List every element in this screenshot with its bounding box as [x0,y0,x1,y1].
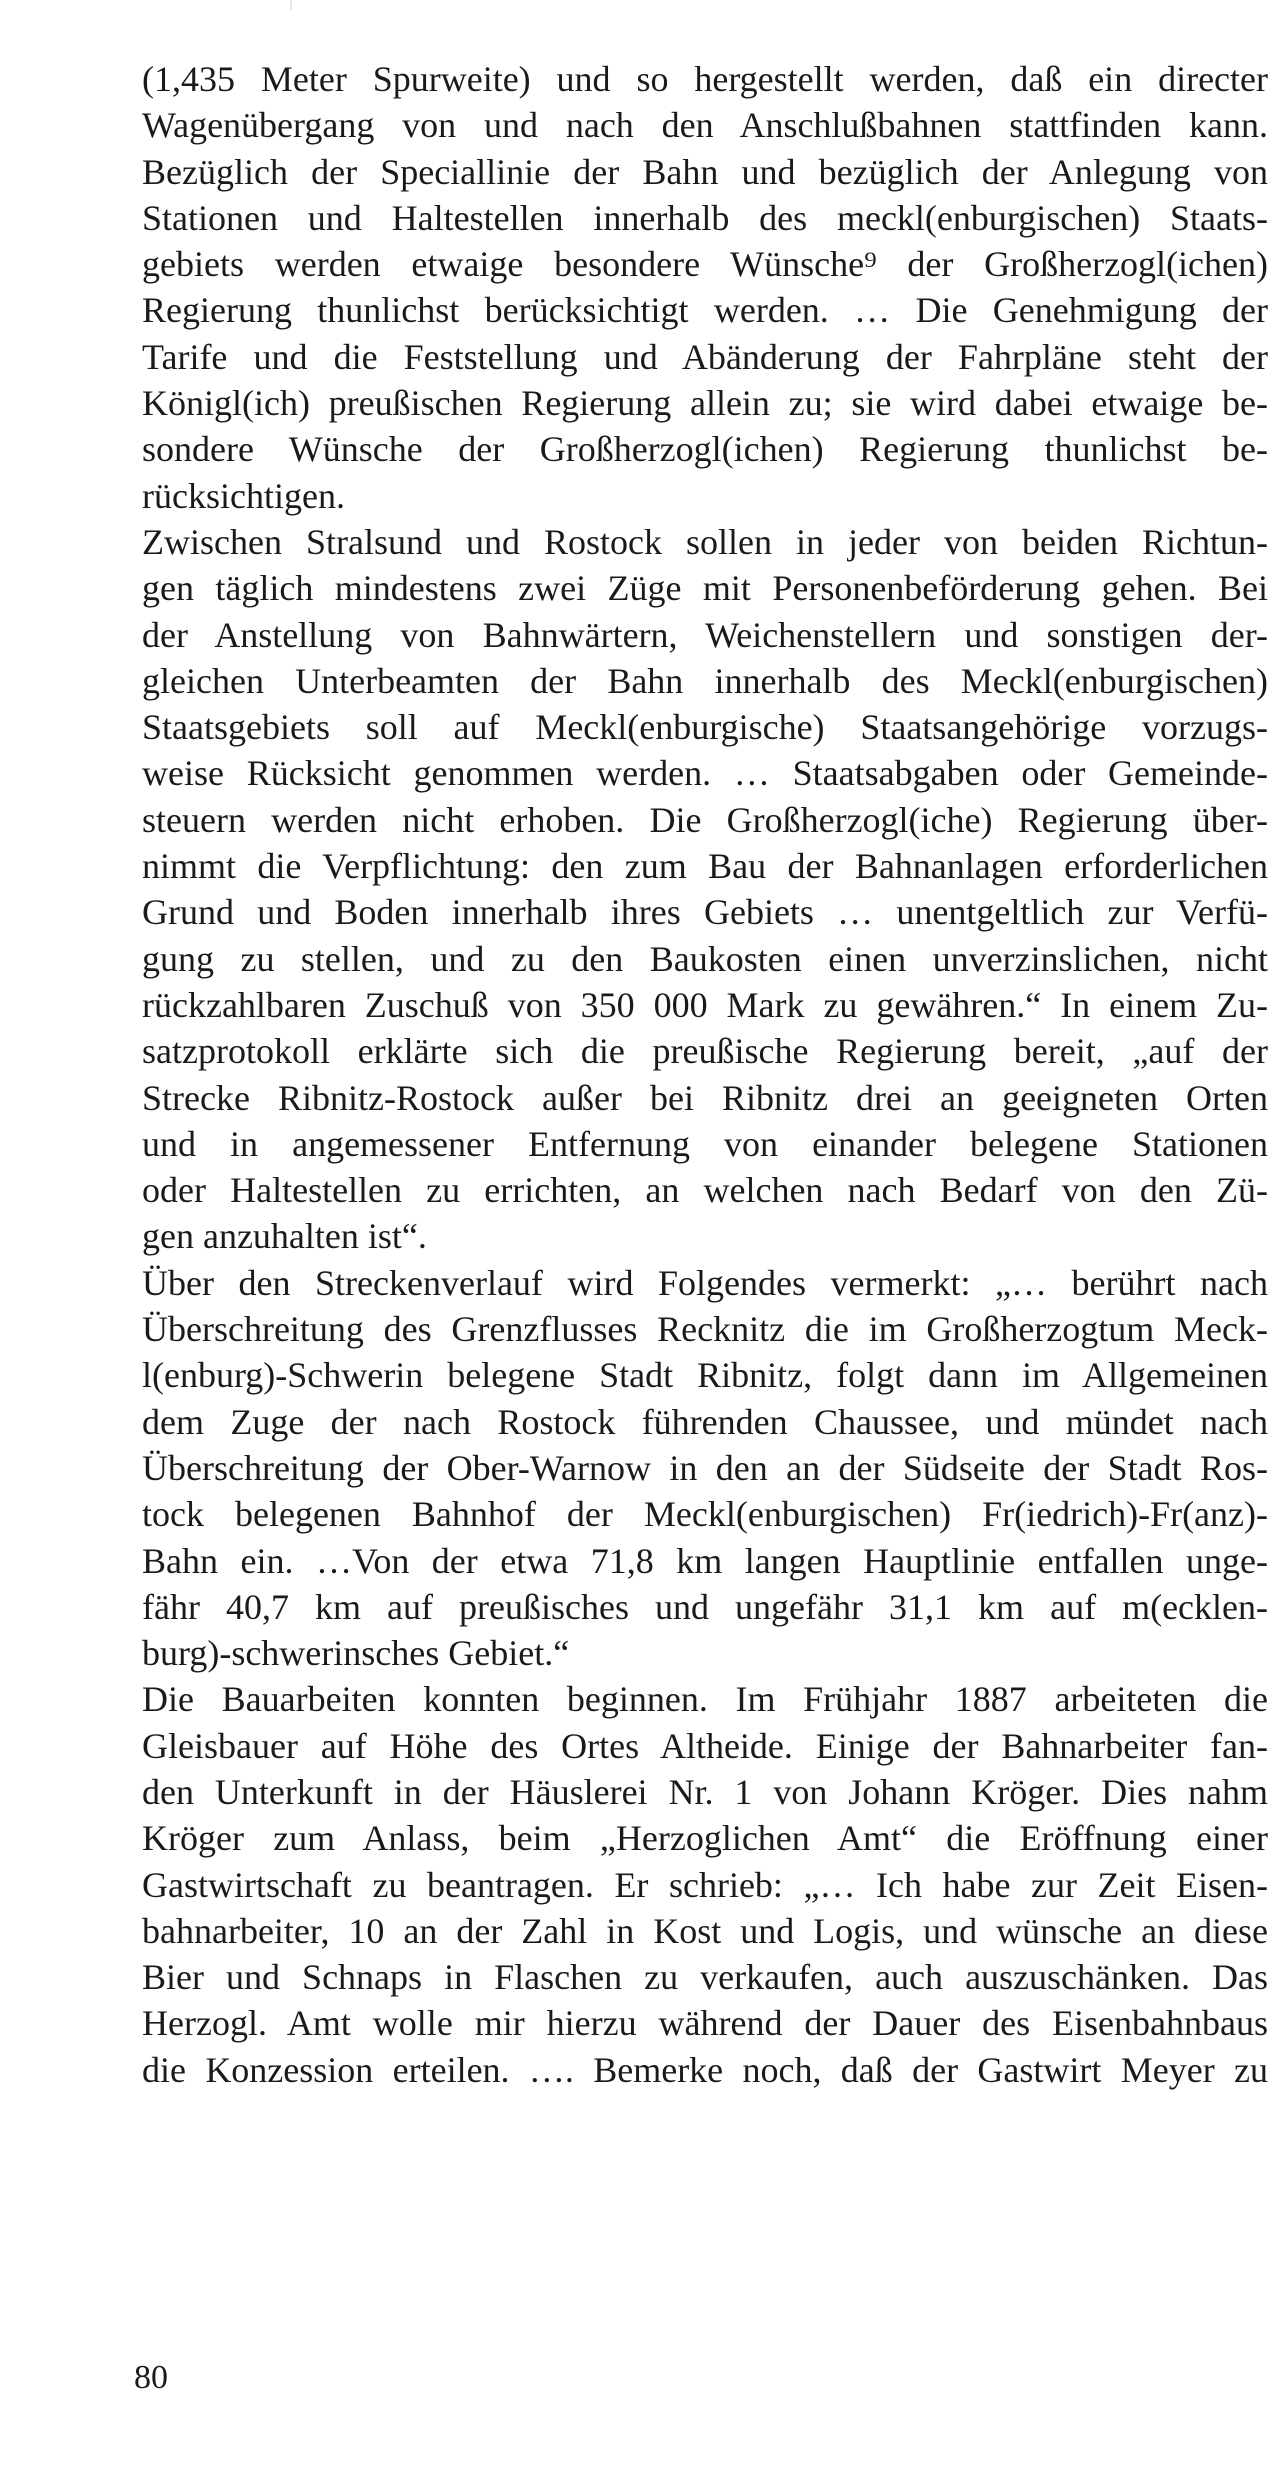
text-line: Bier und Schnaps in Flaschen zu verkaufen, auch auszuschänken. Das [142,1957,1268,1998]
body-text [142,56,1268,2093]
text-line: Wagenübergang von und nach den Anschlußbahnen stattfinden kann. [142,105,1268,146]
text-line: Zwischen Stralsund und Rostock sollen in jeder von beiden Richtun- [142,521,1268,562]
text-line: oder Haltestellen zu errichten, an welchen nach Bedarf von den Zü- [142,1170,1268,1211]
text-line: Tarife und die Feststellung und Abänderung der Fahrpläne steht der [142,336,1268,377]
page-edge-mark [290,0,292,10]
text-line: Strecke Ribnitz-Rostock außer bei Ribnitz drei an geeigneten Orten [142,1077,1268,1118]
text-line: Bahn ein. …Von der etwa 71,8 km langen Hauptlinie entfallen unge- [142,1540,1268,1581]
text-line: satzprotokoll erklärte sich die preußische Regierung bereit, „auf der [142,1031,1268,1072]
text-line: Herzogl. Amt wolle mir hierzu während der Dauer des Eisenbahnbaus [142,2003,1268,2044]
text-line: Kröger zum Anlass, beim „Herzoglichen Amt“ die Eröffnung einer [142,1818,1268,1859]
text-line: Die Bauarbeiten konnten beginnen. Im Frühjahr 1887 arbeiteten die [142,1679,1268,1720]
text-line: bahnarbeiter, 10 an der Zahl in Kost und Logis, und wünsche an diese [142,1910,1268,1951]
text-line: Überschreitung der Ober-Warnow in den an der Südseite der Stadt Ros- [142,1447,1268,1488]
text-line: Über den Streckenverlauf wird Folgendes vermerkt: „… berührt nach [142,1262,1268,1303]
text-line: gung zu stellen, und zu den Baukosten einen unverzinslichen, nicht [142,938,1268,979]
text-line: gebiets werden etwaige besondere Wünsche⁹ der Großherzogl(ichen) [142,244,1268,285]
text-line: tock belegenen Bahnhof der Meckl(enburgischen) Fr(iedrich)-Fr(anz)- [142,1494,1268,1535]
text-line: Bezüglich der Speciallinie der Bahn und bezüglich der Anlegung von [142,151,1268,192]
text-line: fähr 40,7 km auf preußisches und ungefähr 31,1 km auf m(ecklen- [142,1586,1268,1627]
text-line: l(enburg)-Schwerin belegene Stadt Ribnitz, folgt dann im Allgemeinen [142,1355,1268,1396]
page-number: 80 [134,2359,168,2396]
text-line: gen anzuhalten ist“. [142,1216,427,1257]
text-line: sondere Wünsche der Großherzogl(ichen) Regierung thunlichst be- [142,429,1268,470]
text-line: Gastwirtschaft zu beantragen. Er schrieb: „… Ich habe zur Zeit Eisen- [142,1864,1268,1905]
text-line: rückzahlbaren Zuschuß von 350 000 Mark zu gewähren.“ In einem Zu- [142,984,1268,1025]
text-line: die Konzession erteilen. …. Bemerke noch, daß der Gastwirt Meyer zu [142,2049,1268,2090]
text-line: gleichen Unterbeamten der Bahn innerhalb des Meckl(enburgischen) [142,660,1268,701]
text-line: Königl(ich) preußischen Regierung allein zu; sie wird dabei etwaige be- [142,383,1268,424]
text-line: rücksichtigen. [142,475,345,516]
text-line: (1,435 Meter Spurweite) und so hergestellt werden, daß ein directer [142,59,1268,99]
text-line: weise Rücksicht genommen werden. … Staatsabgaben oder Gemeinde- [142,753,1268,794]
text-line: der Anstellung von Bahnwärtern, Weichenstellern und sonstigen der- [142,614,1268,655]
text-line: Staatsgebiets soll auf Meckl(enburgische) Staatsangehörige vorzugs- [142,707,1268,748]
text-line: nimmt die Verpflichtung: den zum Bau der Bahnanlagen erforderlichen [142,846,1268,887]
text-line: Stationen und Haltestellen innerhalb des meckl(enburgischen) Staats- [142,197,1268,238]
text-line: gen täglich mindestens zwei Züge mit Personenbeförderung gehen. Bei [142,568,1268,609]
text-line: Grund und Boden innerhalb ihres Gebiets … unentgeltlich zur Verfü- [142,892,1268,933]
text-line: den Unterkunft in der Häuslerei Nr. 1 von Johann Kröger. Dies nahm [142,1771,1268,1812]
text-line: Regierung thunlichst berücksichtigt werden. … Die Genehmigung der [142,290,1268,331]
text-line: Überschreitung des Grenzflusses Recknitz die im Großherzogtum Meck- [142,1309,1268,1350]
text-line: steuern werden nicht erhoben. Die Großherzogl(iche) Regierung über- [142,799,1268,840]
text-line: Gleisbauer auf Höhe des Ortes Altheide. Einige der Bahnarbeiter fan- [142,1725,1268,1766]
text-line: und in angemessener Entfernung von einander belegene Stationen [142,1123,1268,1164]
text-line: dem Zuge der nach Rostock führenden Chaussee, und mündet nach [142,1401,1268,1442]
text-line: burg)-schwerinsches Gebiet.“ [142,1633,570,1674]
